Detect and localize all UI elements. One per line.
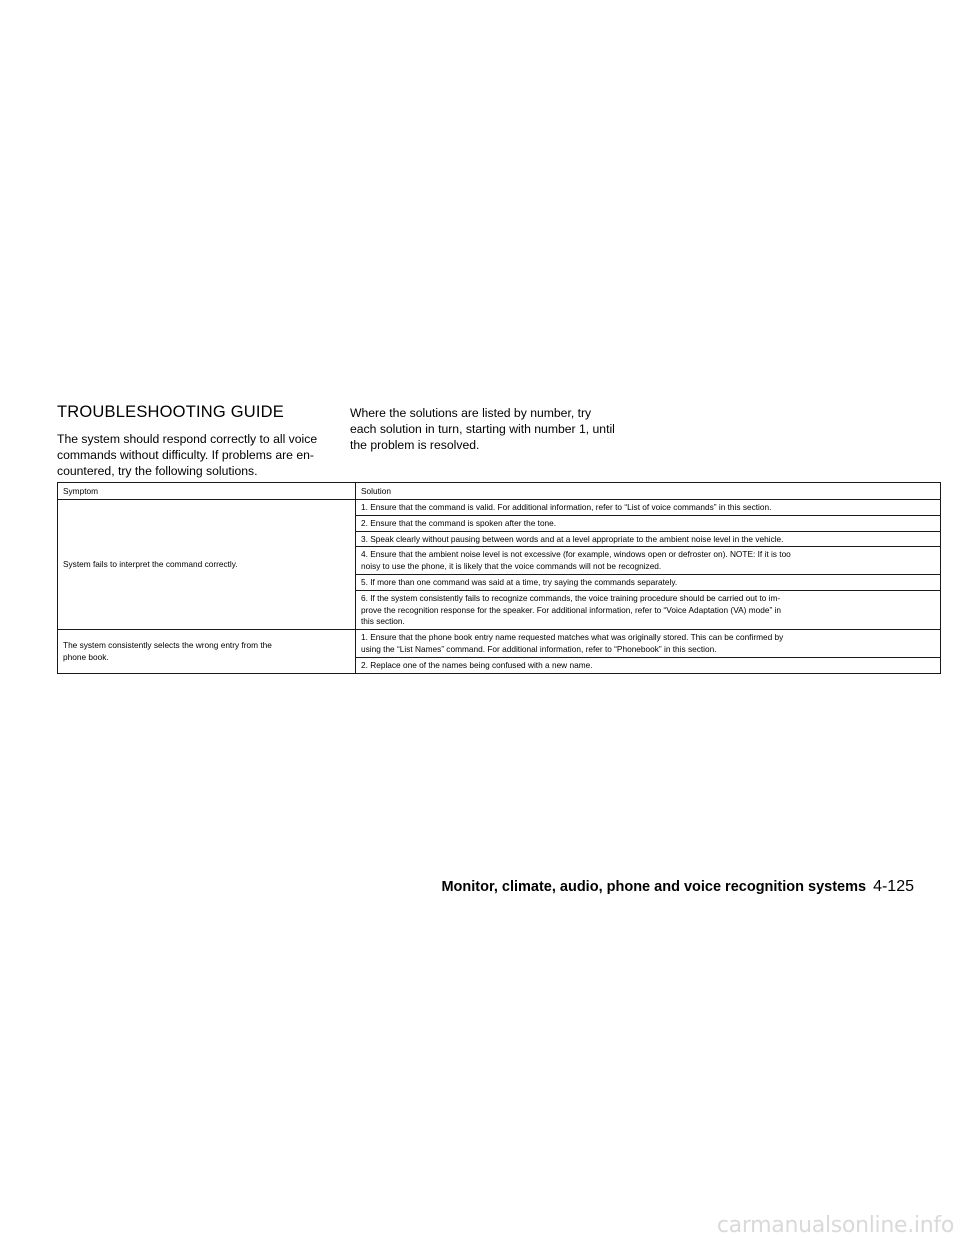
symptom-cell: [58, 630, 356, 673]
solution-line: 5. If more than one command was said at a time, try saying the commands separately.: [361, 576, 678, 587]
solution-line: noisy to use the phone, it is likely that the voice commands will not be recognized.: [361, 561, 662, 572]
solution-line: 3. Speak clearly without pausing between words and at a level appropriate to the ambient noise level in the vehicle.: [361, 533, 784, 544]
solution-cell: [356, 590, 941, 629]
solution-cell: [356, 630, 941, 658]
solution-line: 2. Ensure that the command is spoken after the tone.: [361, 517, 557, 528]
watermark: carmanualsonline.info: [716, 1213, 954, 1238]
solution-cell: [356, 531, 941, 547]
solution-cell: [356, 547, 941, 575]
symptom-line: phone book.: [63, 651, 109, 662]
intro-left-line: commands without difficulty. If problems are en-: [57, 448, 314, 462]
solution-cell: [356, 500, 941, 516]
solution-line: this section.: [361, 616, 405, 627]
column-header-symptom: Symptom: [58, 483, 356, 500]
solution-line: 1. Ensure that the phone book entry name requested matches what was originally stored. This can be confirmed by: [361, 632, 784, 643]
solution-line: using the “List Names” command. For additional information, refer to “Phonebook” in this section.: [361, 643, 717, 654]
intro-right-line: the problem is resolved.: [350, 438, 480, 452]
intro-left-line: countered, try the following solutions.: [57, 464, 258, 478]
page-number: 4-125: [873, 878, 914, 895]
chapter-title: Monitor, climate, audio, phone and voice recognition systems: [441, 879, 867, 895]
intro-paragraph-left: [57, 431, 332, 479]
table-row: [58, 500, 941, 516]
solution-cell: [356, 574, 941, 590]
intro-right-line: Where the solutions are listed by number, try: [350, 406, 592, 420]
solution-line: prove the recognition response for the speaker. For additional information, refer to “Voice Adaptation (VA) mode” in: [361, 604, 781, 615]
intro-left-line: The system should respond correctly to all voice: [57, 432, 318, 446]
intro-paragraph-right: [350, 405, 625, 453]
solution-line: 4. Ensure that the ambient noise level is not excessive (for example, windows open or defroster on). NOTE: If it is too: [361, 549, 791, 560]
section-heading: TROUBLESHOOTING GUIDE: [57, 403, 284, 421]
column-header-solution: Solution: [356, 483, 941, 500]
troubleshooting-table: [57, 482, 941, 674]
solution-cell: [356, 515, 941, 531]
intro-right-line: each solution in turn, starting with number 1, until: [350, 422, 615, 436]
solution-cell: [356, 657, 941, 673]
symptom-line: The system consistently selects the wrong entry from the: [63, 640, 272, 651]
solution-line: 2. Replace one of the names being confused with a new name.: [361, 659, 593, 670]
symptom-cell: System fails to interpret the command correctly.: [58, 500, 356, 630]
solution-line: 1. Ensure that the command is valid. For additional information, refer to “List of voice commands” in this section.: [361, 502, 772, 512]
page-footer: [441, 878, 914, 896]
solution-line: 6. If the system consistently fails to recognize commands, the voice training procedure should be carried out to im-: [361, 592, 781, 603]
table-header-row: [58, 483, 941, 500]
table-row: [58, 630, 941, 658]
